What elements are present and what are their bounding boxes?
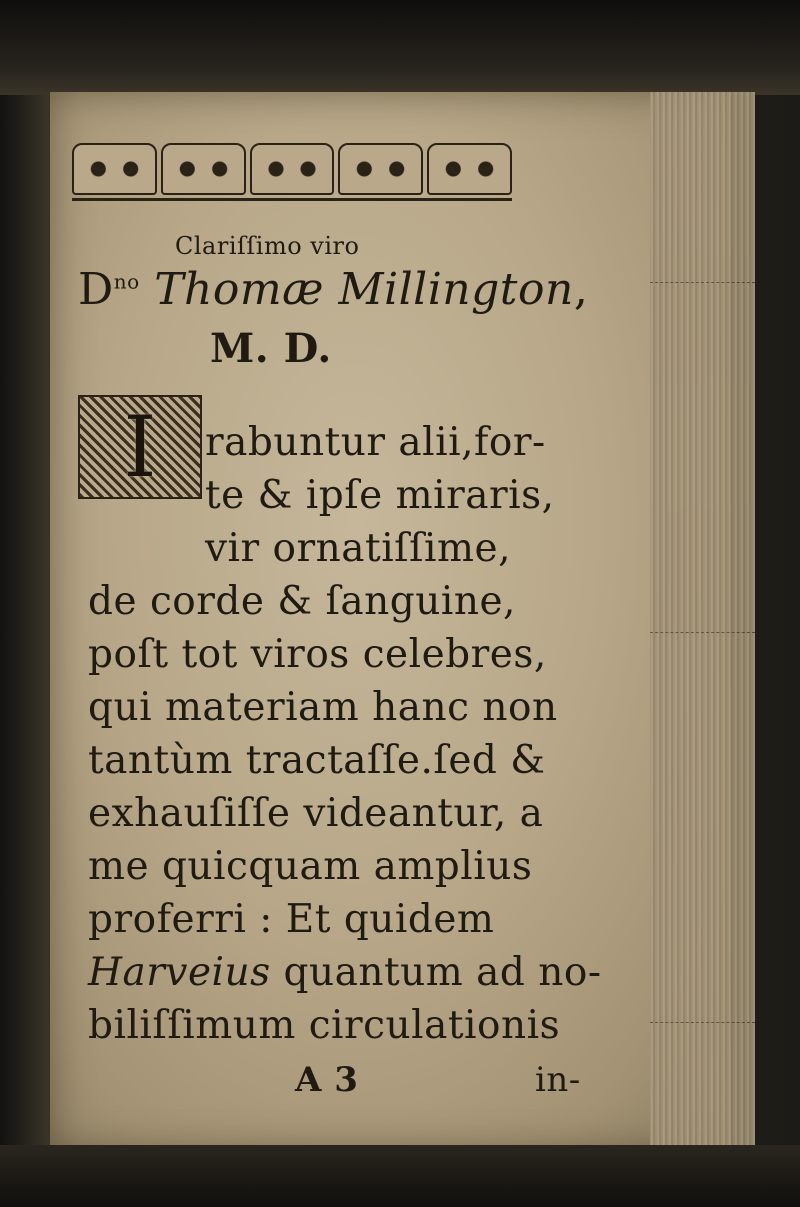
- headpiece-ornament: [72, 143, 512, 195]
- text-line: proferri : Et quidem: [88, 897, 495, 942]
- degree: M. D.: [210, 325, 332, 372]
- text-line: [88, 950, 602, 995]
- page-fore-edge: [650, 92, 755, 1152]
- salutation: Clariſſimo viro: [175, 232, 360, 260]
- drop-cap-letter: I: [123, 398, 157, 496]
- text-line-rest: quantum ad no-: [270, 950, 602, 995]
- catchword: in-: [535, 1060, 581, 1100]
- proper-name-harveius: Harveius: [88, 950, 271, 995]
- addressee-name: Thomæ Millington: [154, 264, 574, 315]
- text-line: me quicquam amplius: [88, 844, 533, 889]
- scan-top-shadow: [0, 0, 800, 95]
- headpiece-rule: [72, 198, 512, 201]
- addressee-title: D: [78, 264, 114, 315]
- text-line: te & ipſe miraris,: [205, 473, 555, 518]
- drop-cap-initial: [78, 395, 202, 499]
- text-line: exhauſiſſe videantur, a: [88, 791, 544, 836]
- addressee-suffix: ,: [573, 264, 589, 315]
- addressee-title-superscript: no: [113, 269, 140, 294]
- text-line: poſt tot viros celebres,: [88, 632, 547, 677]
- text-line: de corde & ſanguine,: [88, 579, 516, 624]
- scan-bottom-shadow: [0, 1145, 800, 1207]
- addressee: [78, 264, 588, 315]
- text-line: biliſſimum circulationis: [88, 1003, 561, 1048]
- signature-mark: A 3: [295, 1060, 359, 1100]
- text-line: vir ornatiſſime,: [205, 526, 511, 571]
- text-line: tantùm tractaſſe.ſed &: [88, 738, 546, 783]
- text-line: rabuntur alii,for-: [205, 420, 546, 465]
- text-line: qui materiam hanc non: [88, 685, 558, 730]
